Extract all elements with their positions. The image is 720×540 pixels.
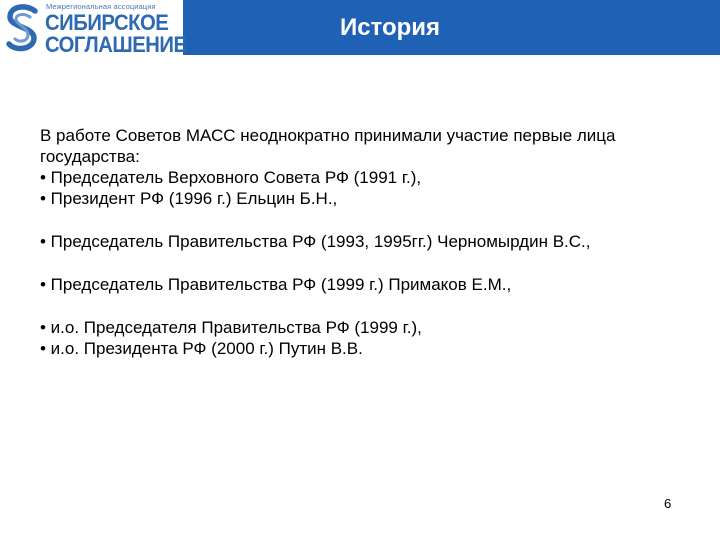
bullet-item: • Председатель Верховного Совета РФ (1991 г.), (40, 168, 422, 187)
logo (0, 0, 187, 58)
bullet-item: • и.о. Президента РФ (2000 г.) Путин В.В. (40, 339, 363, 358)
slide-body (40, 125, 690, 359)
logo-line-2: СОГЛАШЕНИЕ (45, 32, 187, 57)
bullet-item: • Президент РФ (1996 г.) Ельцин Б.Н., (40, 189, 338, 208)
bullet-item: • Председатель Правительства РФ (1999 г.) Примаков Е.М., (40, 275, 512, 294)
bullet-item: • и.о. Председателя Правительства РФ (1999 г.), (40, 318, 422, 337)
logo-line-1: СИБИРСКОЕ (45, 10, 169, 35)
intro-paragraph: В работе Советов МАСС неоднократно принимали участие первые лица государства: (40, 126, 616, 166)
slide-title: История (339, 14, 441, 41)
logo-s-icon (4, 3, 42, 55)
header-bar (0, 0, 720, 55)
bullet-item: • Председатель Правительства РФ (1993, 1995гг.) Черномырдин В.С., (40, 232, 591, 251)
logo-small-text: Межрегиональная ассоциация (46, 2, 156, 11)
page-number: 6 (664, 496, 672, 511)
